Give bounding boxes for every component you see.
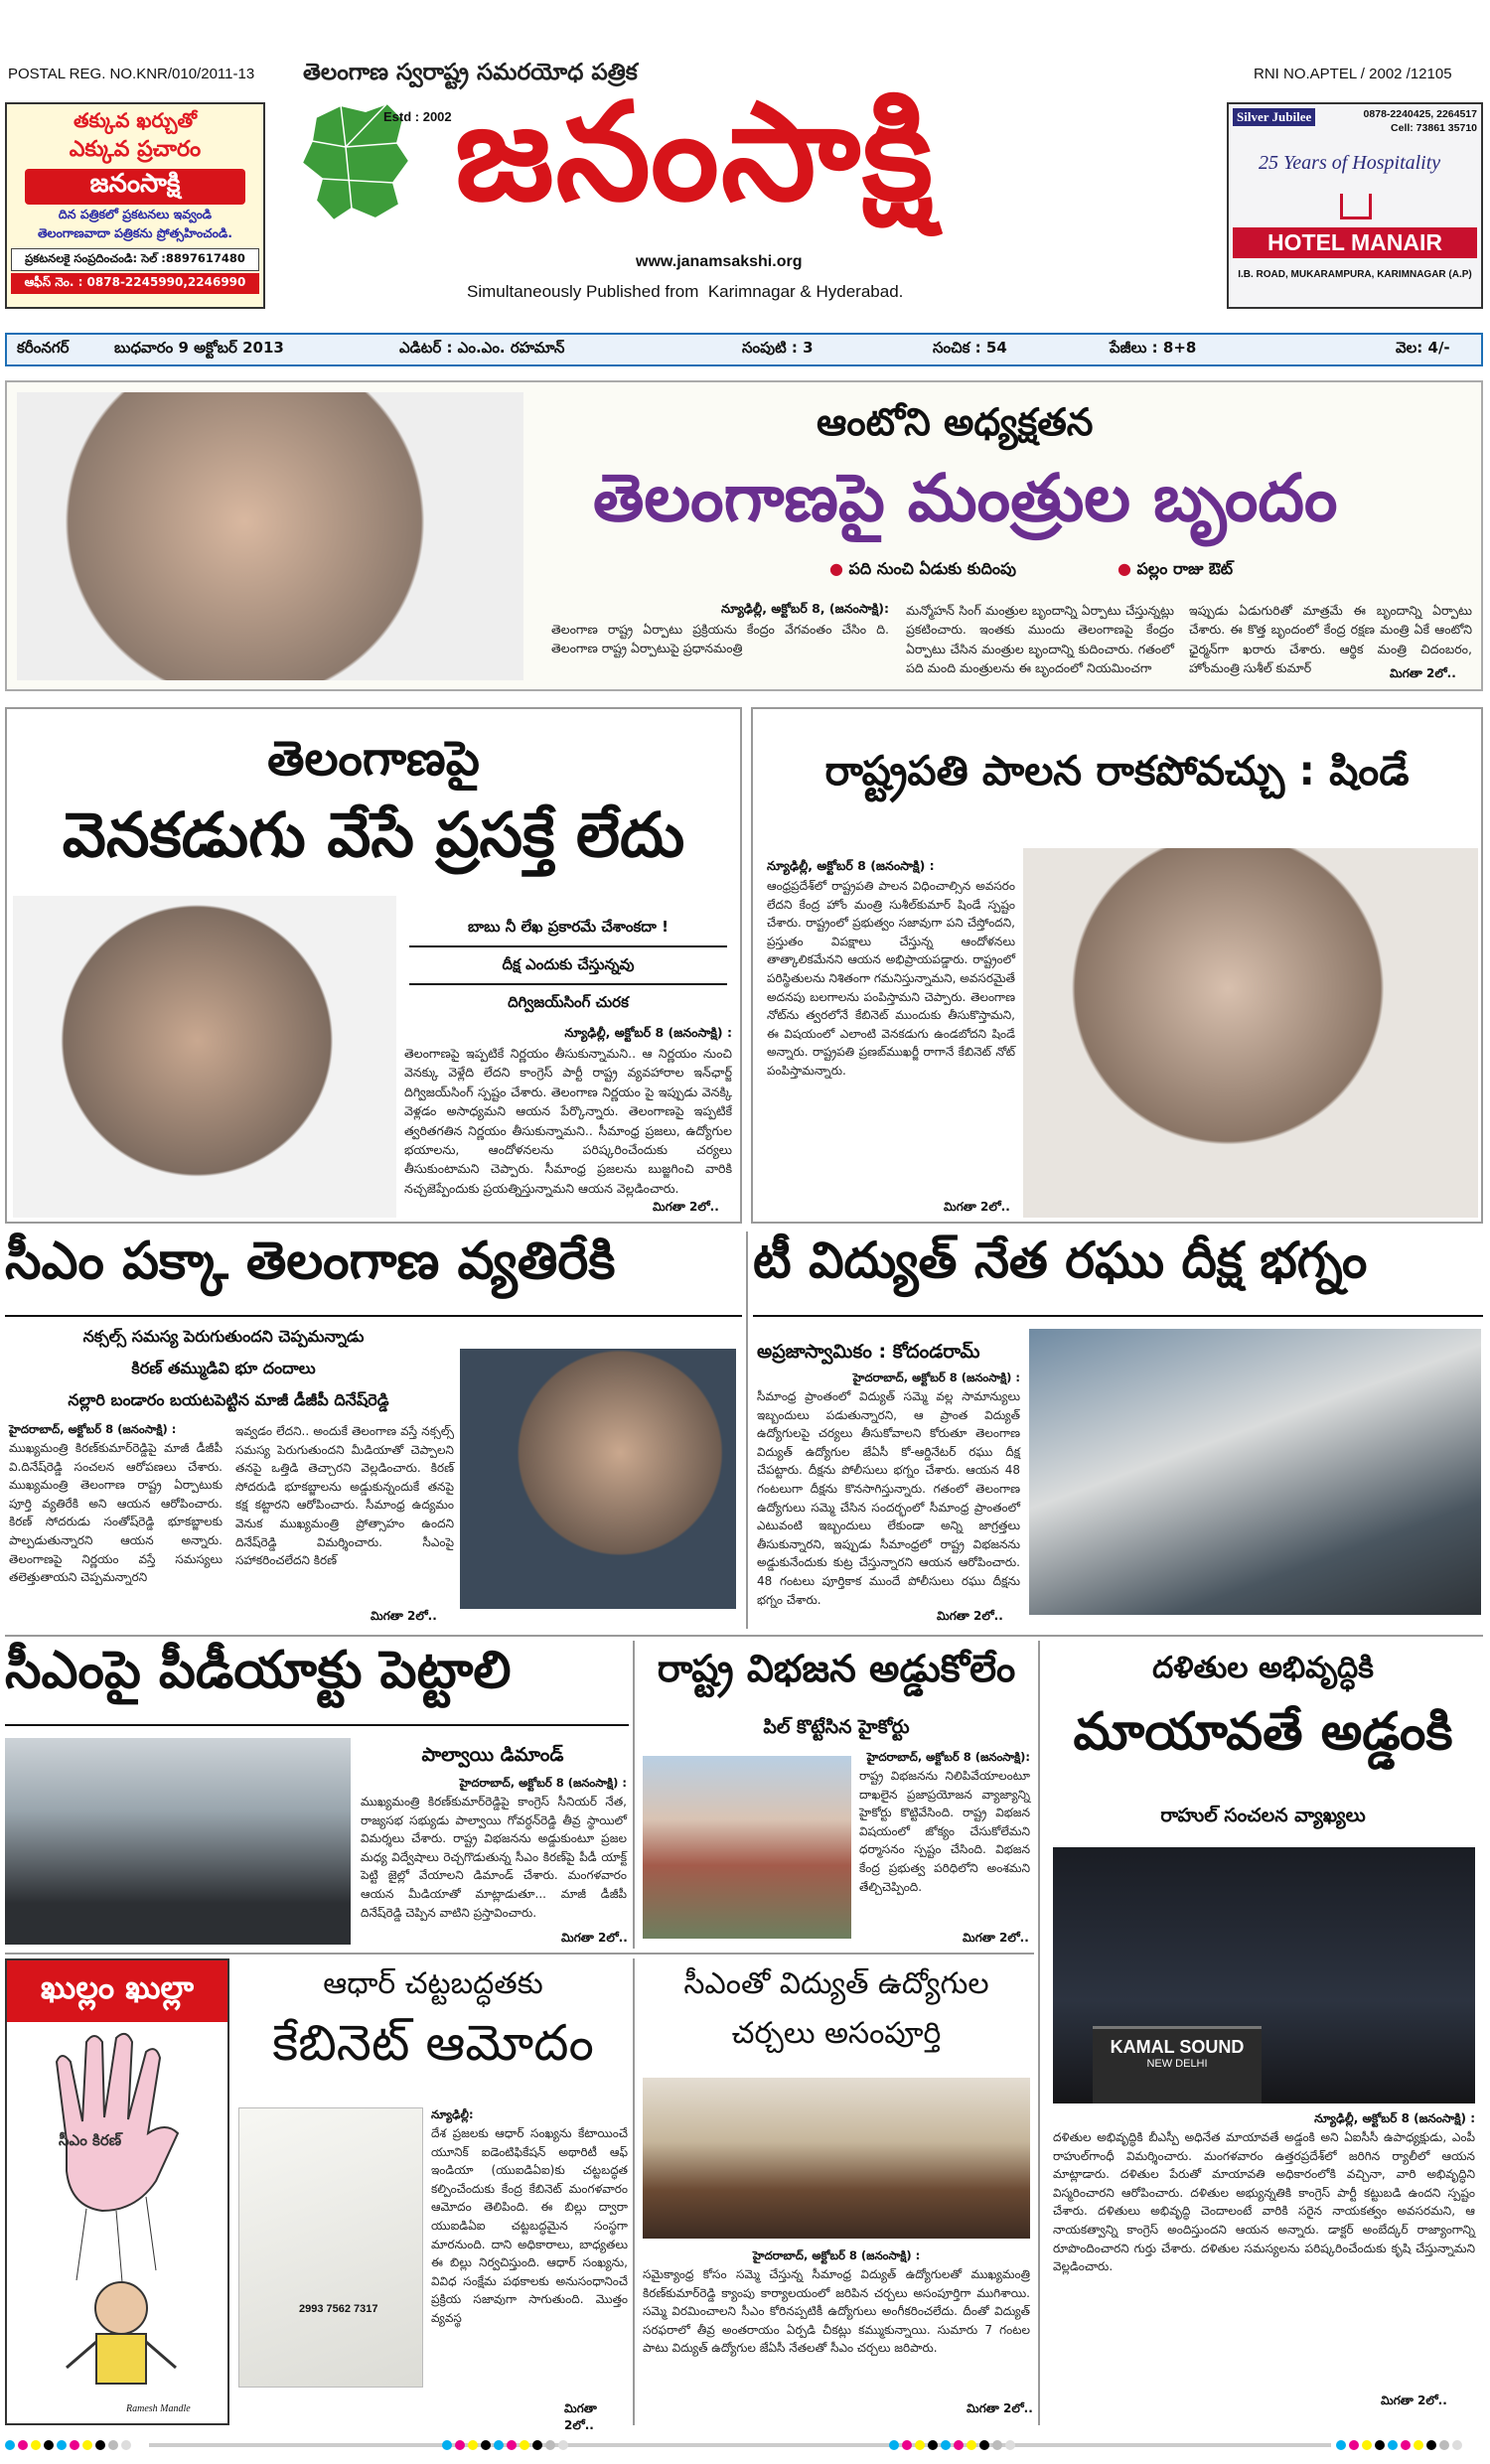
pd-act-continued: మిగతా 2లో.. [561,1931,628,1945]
digvijay-photo [13,896,396,1218]
aadhaar-card-photo [238,2107,423,2388]
registration-dot [1388,2440,1398,2450]
registration-dot [442,2440,452,2450]
raghu-byline: హైదరాబాద్, అక్టోబర్ 8 (జనంసాక్షి) : [852,1371,1020,1384]
cm-rule [5,1315,742,1317]
left-ad-office: ఆఫీస్ నెం. : 0878-2245990,2246990 [11,273,259,294]
hc-text: రాష్ట్ర విభజనను నిలిపివేయాలంటూ దాఖలైన ప్రజాప్రయోజన వ్యాజ్యాన్ని హైకోర్టు కొట్టివేసింది. రాష్ట్ర విభజన విషయంలో జోక్యం చేసుకోలేమని ధర్మాసనం స్పష్టం చేసింది. విభజన కేంద్ర ప్రభుత్వ పరిధిలోని అంశమని తేల్చిచెప్పింది. [859,1769,1030,1894]
digvijay-kicker: తెలంగాణపై [267,731,480,787]
shinde-text: ఆంధ్రప్రదేశ్‌లో రాష్ట్రపతి పాలన విధించాల్సిన అవసరం లేదని కేంద్ర హోం మంత్రి సుశీల్‌కుమార్ షిండే స్పష్టం చేశారు. రాష్ట్రంలో ప్రభుత్వం సజావుగా పని చేస్తోందని, ప్రస్తుతం విపక్షాలు చేస్తున్న ఆందోళనలు తాత్కాలికమేనని ఆయన అభిప్రాయపడ్డారు. రాష్ట్రంలో పరిస్థితులను నిశితంగా గమనిస్తున్నామని, అవసరమైతే అదనపు బలగాలను పంపిస్తామని చెప్పారు. తెలంగాణ నోట్‌ను త్వరలోనే కేబినెట్ ముందుకు తీసుకొస్తామని, ఈ విషయంలో ఎలాంటి వెనకడుగు ఉండబోదని షిండే అన్నారు. రాష్ట్రపతి ప్రణబ్‌ముఖర్జీ రాగానే కేబినెట్ నోట్ పంపిస్తామన్నారు. [767,879,1015,1078]
masthead-tagline: తెలంగాణ స్వరాష్ట్ర సమరయోధ పత్రిక [303,60,638,85]
registration-dot [1426,2440,1436,2450]
registration-dot [1401,2440,1411,2450]
vertical-rule-4 [633,1958,635,2425]
registration-dot [5,2440,15,2450]
right-ad-silver: Silver Jubilee [1233,108,1315,126]
estd-label: Estd : 2002 [383,109,452,124]
left-ad [5,102,265,309]
pd-act-byline: హైదరాబాద్, అక్టోబర్ 8 (జనంసాక్షి) : [459,1776,627,1790]
horizontal-rule-2 [5,1953,1034,1955]
lead-col1-text: తెలంగాణ రాష్ట్ర ఏర్పాటు ప్రక్రియను కేంద్రం వేగవంతం చేసిం ది. తెలంగాణ రాష్ట్ర ఏర్పాటుపై ప్రధానమంత్రి [551,622,889,656]
hc-story [639,1641,1034,1949]
digvijay-headline: వెనకడుగు వేసే ప్రసక్తే లేదు [62,798,685,871]
mayawati-text: దళితుల అభివృద్ధికి బీఎస్పీ అధినేత మాయావతే అడ్డంకి అని ఏఐసీసీ ఉపాధ్యక్షుడు, ఎంపీ రాహుల్‌గాంధీ విమర్శించారు. మంగళవారం ఉత్తరప్రదేశ్‌లో జరిగిన ర్యాలీలో ఆయన మాట్లాడారు. దళితుల పేరుతో మాయావతి అధికారంలోకి వచ్చినా, వారి అభివృద్ధిని విస్మరించారని ఆరోపించారు. దళితుల అభ్యున్నతికి కాంగ్రెస్ పార్టీ కట్టుబడి ఉందని స్పష్టం చేశారు. దళితులు అభివృద్ధి చెందాలంటే వారికి సరైన నాయకత్వం అవసరమని, ఆ నాయకత్వాన్ని కాంగ్రెస్ అందిస్తుందని ఆయన అన్నారు. డాక్టర్ అంబేద్కర్ రాజ్యాంగాన్ని రూపొందించారని గుర్తు చేశారు. దళితుల సమస్యలను పరిష్కరించేందుకు కృషి చేస్తున్నామని వెల్లడించారు. [1053,2130,1475,2274]
digvijay-byline: న్యూఢిల్లీ, అక్టోబర్ 8 (జనంసాక్షి) : [564,1025,732,1040]
published-from: Simultaneously Published from Karimnagar & Hyderabad. [467,282,904,301]
dateline-editor: ఎడిటర్ : ఎం.ఎం. రహమాన్ [399,339,565,357]
pd-act-text: ముఖ్యమంత్రి కిరణ్‌కుమార్‌రెడ్డిపై కాంగ్రెస్ సీనియర్ నేత, రాజ్యసభ సభ్యుడు పాల్వాయి గోవర్ధన్‌రెడ్డి తీవ్ర స్థాయిలో విమర్శలు చేశారు. రాష్ట్ర విభజనను అడ్డుకుంటూ ప్రజల మధ్య విద్వేషాలు రెచ్చగొడుతున్న సీఎం కిరణ్‌పై పీడీ యాక్ట్ పెట్టి జైల్లో వేయాలని డిమాండ్ చేశారు. మంగళవారం ఆయన మీడియాతో మాట్లాడుతూ... మాజీ డీజీపీ దినేష్‌రెడ్డి చెప్పిన వాటిని ప్రస్తావించారు. [361,1795,627,1920]
hc-continued: మిగతా 2లో.. [963,1931,1029,1945]
registration-dot [558,2440,568,2450]
digvijay-rule-1 [409,945,727,947]
raghu-headline: టీ విద్యుత్ నేత రఘు దీక్ష భగ్నం [753,1232,1368,1289]
pd-act-story [5,1641,629,1949]
cm-col-1 [9,1422,223,1608]
lead-kicker: ఆంటోని అధ్యక్షతన [817,400,1094,444]
cm-headline: సీఎం పక్కా తెలంగాణ వ్యతిరేకి [5,1232,616,1291]
lead-headline: తెలంగాణపై మంత్రుల బృందం [593,460,1338,536]
cm-byline: హైదరాబాద్, అక్టోబర్ 8 (జనంసాక్షి) : [9,1422,177,1436]
right-ad-phone1: 0878-2240425, 2264517 [1363,108,1477,120]
shinde-body [767,858,1015,1195]
cm-story [5,1232,742,1631]
registration-dot [1005,2440,1015,2450]
lead-continued: మిగతా 2లో.. [1390,666,1456,680]
puppet-hand-icon [7,2022,227,2290]
digvijay-continued: మిగతా 2లో.. [653,1200,719,1214]
right-ad [1227,102,1483,309]
registration-dot [979,2440,989,2450]
kiran-photo [460,1349,736,1609]
registration-dot [455,2440,465,2450]
raghu-sub: అప్రజాస్వామికం : కోదండరామ్ [757,1341,980,1363]
vertical-rule-1 [746,1232,748,1629]
raghu-story [753,1232,1483,1631]
mayawati-headline: మాయావతే అడ్డంకి [1073,1702,1453,1762]
digvijay-sub-2: దీక్ష ఎందుకు చేస్తున్నవు [502,955,635,973]
pd-act-rule [5,1724,629,1726]
lead-col3-text: ఇప్పుడు ఏడుగురితో మాత్రమే ఈ బృందాన్ని ఏర్పాటు చేశారు. ఈ కొత్త బృందంలో కేంద్ర రక్షణ మంత్రి ఏకే ఆంటోని ఛైర్మన్‌గా ఖరారు చేశారు. ఆర్థిక మంత్రి చిదంబరం, హోంమంత్రి సుశీల్ కుమార్ [1189,603,1472,676]
hotel-logo-icon [1340,194,1372,219]
cartoon-panel [5,1958,229,2425]
power-talks-headline-1: సీఎంతో విద్యుత్ ఉద్యోగుల [683,1966,989,2001]
rni-number: RNI NO.APTEL / 2002 /12105 [1254,66,1452,82]
website-url: www.janamsakshi.org [636,253,803,270]
hc-body [859,1750,1030,1906]
registration-dot [1375,2440,1385,2450]
registration-bar [149,2443,1331,2447]
cartoon-hand-label: సీఎం కిరణ్ [59,2131,122,2149]
mayawati-byline: న్యూఢిల్లీ, అక్టోబర్ 8 (జనంసాక్షి) : [1314,2111,1475,2125]
registration-dot [481,2440,491,2450]
newspaper-logo: జనంసాక్షి [455,74,936,231]
aadhaar-story [236,1958,630,2432]
aadhaar-headline: కేబినెట్ ఆమోదం [272,2014,594,2072]
hc-byline: హైదరాబాద్, అక్టోబర్ 8 (జనంసాక్షి): [866,1750,1030,1764]
power-talks-photo [643,2078,1030,2239]
digvijay-rule-2 [409,983,727,985]
registration-dot [954,2440,964,2450]
registration-dot [1452,2440,1462,2450]
raghu-body [757,1371,1020,1607]
power-talks-byline: హైదరాబాద్, అక్టోబర్ 8 (జనంసాక్షి) : [752,2248,921,2262]
lead-byline: న్యూఢిల్లీ, అక్టోబర్ 8, (జనంసాక్షి): [720,601,889,616]
registration-strip [0,2431,1490,2460]
mayawati-kicker: దళితుల అభివృద్ధికి [1152,1651,1374,1685]
raghu-rule [753,1315,1483,1317]
digvijay-sub-3: దిగ్విజయ్‌సింగ్ చురక [508,993,629,1011]
dateline-issue: సంచిక : 54 [933,339,1007,357]
podium [1093,2026,1262,2103]
aadhaar-card-number: 2993 7562 7317 [299,2303,378,2315]
mayawati-story [1043,1641,1483,2425]
left-ad-line4: తెలంగాణవాదా పత్రికను ప్రోత్సహించండి. [37,225,233,240]
raghu-text: సీమాంధ్ర ప్రాంతంలో విద్యుత్ సమ్మె వల్ల సామాన్యులు ఇబ్బందులు పడుతున్నారని, ఆ ప్రాంత విద్యుత్ ఉద్యోగులపై చర్యలు తీసుకోవాలని కోరుతూ తెలంగాణ విద్యుత్ ఉద్యోగుల జేఏసీ కో-ఆర్డినేటర్ రఘు దీక్ష చేపట్టారు. దీక్షను పోలీసులు భగ్నం చేశారు. ఆయన 48 గంటలుగా దీక్షను కొనసాగిస్తున్నారు. గతంలో తెలంగాణ ఉద్యోగులు సమ్మె చేసిన సందర్భంలో సీమాంధ్ర ప్రాంతంలో ఎటువంటి ఇబ్బందులు లేకుండా అన్ని జాగ్రత్తలు తీసుకున్నారని, ఇప్పుడు సీమాంధ్రలో రాష్ట్ర విభజనను అడ్డుకునేందుకు కుట్ర చేస్తున్నారని ఆయన ఆరోపించారు. 48 గంటలు పూర్తికాక ముందే పోలీసులు రఘు దీక్షను భగ్నం చేశారు. [757,1389,1020,1607]
registration-dot [57,2440,67,2450]
dateline-volume: సంపుటి : 3 [742,339,814,357]
shinde-byline: న్యూఢిల్లీ, అక్టోబర్ 8 (జనంసాక్షి) : [767,858,935,873]
registration-dot [31,2440,41,2450]
bullet-dot-icon: ● [829,559,843,578]
lead-col2-text: మన్మోహన్ సింగ్ మంత్రుల బృందాన్ని ఏర్పాటు చేస్తున్నట్లు ప్రకటించారు. ఇంతకు ముందు తెలంగాణపై కేంద్రం ఏర్పాటు చేసిన మంత్రుల బృందాన్ని కుదించారు. గతంలో పది మంది మంత్రులను ఈ బృందంలో నియమించగా [906,603,1174,676]
podium-label-2: NEW DELHI [1146,2058,1208,2070]
antony-photo [17,392,523,680]
digvijay-sub-1: బాబు నీ లేఖ ప్రకారమే చేశాంకదా ! [468,918,669,936]
registration-dot [18,2440,28,2450]
power-talks-body [643,2248,1030,2396]
registration-dot [992,2440,1002,2450]
left-ad-line3: దిన పత్రికలో ప్రకటనలు ఇవ్వండి [58,207,213,221]
right-ad-hotel: HOTEL MANAIR [1233,227,1477,258]
registration-dot [1414,2440,1423,2450]
power-talks-text: సమైక్యాంధ్ర కోసం సమ్మె చేస్తున్న సీమాంధ్ర విద్యుత్ ఉద్యోగులతో ముఖ్యమంత్రి కిరణ్‌కుమార్‌రెడ్డి క్యాంపు కార్యాలయంలో జరిపిన చర్చలు అసంపూర్తిగా ముగిశాయి. సమ్మె విరమించాలని సీఎం కోరినప్పటికీ ఉద్యోగులు అంగీకరించలేదు. దీంతో విద్యుత్ సరఫరాలో తీవ్ర అంతరాయం ఏర్పడి చీకట్లు కమ్ముకున్నాయి. సుమారు 7 గంటల పాటు విద్యుత్ ఉద్యోగుల జేఏసీ నేతలతో సీఎం చర్చలు జరిపారు. [643,2267,1030,2356]
left-ad-brand: జనంసాక్షి [25,169,245,205]
palvai-photo [5,1738,351,1945]
registration-dot [44,2440,54,2450]
cm-sub-3: నల్లారి బండారం బయటపెట్టిన మాజీ డీజీపీ దినేష్‌రెడ్డి [68,1390,389,1409]
aadhaar-kicker: ఆధార్ చట్టబద్ధతకు [323,1966,543,2001]
registration-dot [1362,2440,1372,2450]
registration-dot [494,2440,504,2450]
registration-dot [95,2440,105,2450]
registration-dot [928,2440,938,2450]
cm-sub-1: నక్సల్స్ సమస్య పెరుగుతుందని చెప్పమన్నాడు [82,1327,365,1346]
bullet-dot-icon: ● [1118,559,1131,578]
left-ad-contact: ప్రకటనలకై సంప్రదించండి: సెల్ :8897617480 [11,248,259,271]
postal-reg: POSTAL REG. NO.KNR/010/2011-13 [8,66,255,82]
shinde-headline: రాష్ట్రపతి పాలన రాకపోవచ్చు : షిండే [824,747,1410,795]
mayawati-body [1053,2111,1475,2389]
cm-continued: మిగతా 2లో.. [371,1609,437,1623]
digvijay-body [404,1025,732,1195]
lead-bullet-2 [1118,559,1233,582]
shinde-photo [1023,848,1478,1218]
raghu-continued: మిగతా 2లో.. [937,1609,1003,1623]
power-talks-continued: మిగతా 2లో.. [967,2401,1033,2415]
cartoon-signature: Ramesh Mandle [126,2403,191,2414]
rahul-photo [1053,1847,1475,2103]
shinde-continued: మిగతా 2లో.. [944,1200,1010,1214]
vertical-rule-3 [1038,1641,1040,2425]
hc-sub: పిల్ కొట్టేసిన హైకోర్టు [763,1716,910,1738]
cm-col1-text: ముఖ్యమంత్రి కిరణ్‌కుమార్‌రెడ్డిపై మాజీ డీజీపీ వి.దినేష్‌రెడ్డి సంచలన ఆరోపణలు చేశారు. ముఖ్యమంత్రి తెలంగాణ రాష్ట్ర ఏర్పాటుకు పూర్తి వ్యతిరేకి అని ఆయన ఆరోపించారు. కిరణ్ సోదరుడు సంతోష్‌రెడ్డి భూకబ్జాలకు పాల్పడుతున్నారని ఆయన అన్నారు. తెలంగాణపై నిర్ణయం వస్తే సమస్యలు తలెత్తుతాయని చెప్పమన్నారని [9,1441,223,1585]
left-ad-line2: ఎక్కువ ప్రచారం [69,137,202,162]
registration-dot [532,2440,542,2450]
registration-dot [1336,2440,1346,2450]
vertical-rule-2 [633,1641,635,1949]
registration-dot [902,2440,912,2450]
registration-dot [1439,2440,1449,2450]
left-ad-line1: తక్కువ ఖర్చుతో [73,108,198,132]
registration-dot [70,2440,79,2450]
dateline-place: కరీంనగర్ [17,339,70,357]
cartoon-title: ఖుల్లం ఖుల్లా [7,1960,227,2022]
aadhaar-continued: మిగతా 2లో.. [564,2401,597,2432]
digvijay-text: తెలంగాణపై ఇప్పటికే నిర్ణయం తీసుకున్నామని.. ఆ నిర్ణయం నుంచి వెనక్కు వెళ్లేది లేదని కాంగ్రెస్ పార్టీ రాష్ట్ర వ్యవహారాల ఇన్‌ఛార్జ్ దిగ్విజయ్‌సింగ్ స్పష్టం చేశారు. తెలంగాణ నిర్ణయం పై ఇప్పుడు వెనక్కి వెళ్లడం అసాధ్యమని ఆయన పేర్కొన్నారు. తెలంగాణపై ఇప్పటికే త్వరితగతిన నిర్ణయం తీసుకున్నామని.. సీమాంధ్ర ప్రజలు, ఉద్యోగుల భయాలను, ఆందోళనలను పరిష్కరించేందుకు చర్యలు తీసుకుంటామని చెప్పారు. సీమాంధ్ర ప్రజలను బుజ్జగించి వారికి నచ్చజెప్పేందుకు ప్రయత్నిస్తున్నామని ఆయన వెల్లడించారు. [404,1046,732,1196]
registration-dot [941,2440,951,2450]
lead-column-1 [551,601,889,658]
pd-act-body [361,1776,627,1920]
high-court-photo [643,1756,851,1939]
registration-dot [915,2440,925,2450]
right-ad-years: 25 Years of Hospitality [1259,152,1441,174]
dateline-bar [5,333,1483,366]
lead-story [5,380,1483,691]
cm-col2-text: ఇవ్వడం లేదని.. అందుకే తెలంగాణ వస్తే నక్సల్స్ సమస్య పెరుగుతుందని మీడియాతో చెప్పాలని తనపై ఒత్తిడి తెచ్చారని వెల్లడించారు. కిరణ్ సోదరుడి భూకబ్జాలను అడ్డుకున్నందుకే తనపై కక్ష కట్టారని ఆరోపించారు. సీమాంధ్ర ఉద్యమం వెనుక ముఖ్యమంత్రి ప్రోత్సాహం ఉందని దినేష్‌రెడ్డి విమర్శించారు. సీఎంపై సహాకరించలేదని కిరణ్ [235,1424,454,1568]
registration-dot [889,2440,899,2450]
aadhaar-body [431,2107,628,2389]
registration-marks-icon [0,2431,1490,2460]
hc-headline: రాష్ట్ర విభజన అడ్డుకోలేం [657,1647,1016,1690]
mayawati-continued: మిగతా 2లో.. [1381,2393,1447,2407]
registration-dot [507,2440,517,2450]
registration-dot [545,2440,555,2450]
pd-act-headline: సీఎంపై పీడీయాక్టు పెట్టాలి [5,1641,512,1700]
registration-dot [121,2440,131,2450]
podium-label-1: KAMAL SOUND [1110,2037,1245,2057]
horizontal-rule-1 [5,1635,1483,1637]
power-talks-story [639,1958,1034,2425]
aadhaar-byline: న్యూఢిల్లీ: [431,2107,474,2121]
registration-dot [967,2440,976,2450]
cm-sub-2: కిరణ్ తమ్ముడివి భూ దందాలు [131,1359,316,1377]
dateline-price: వెల: 4/- [1396,339,1450,357]
registration-dot [82,2440,92,2450]
registration-dot [468,2440,478,2450]
aadhaar-text: దేశ ప్రజలకు ఆధార్ సంఖ్యను కేటాయించే యూనిక్ ఐడెంటిఫికేషన్ అథారిటీ ఆఫ్ ఇండియా (యుఐడిఏఐ)కు చట్టబద్ధత కల్పించేందుకు కేంద్ర కేబినెట్ మంగళవారం ఆమోదం తెలిపింది. ఈ బిల్లు ద్వారా యుఐడిఏఐ చట్టబద్ధమైన సంస్థగా మారనుంది. దాని అధికారాలు, బాధ్యతలు ఈ బిల్లు నిర్వచిస్తుంది. ఆధార్ సంఖ్యను, వివిధ సంక్షేమ పథకాలకు అనుసంధానించే ప్రక్రియ సజావుగా సాగుతుంది. మొత్తం వ్యవస్థ [431,2126,628,2325]
dateline-date: బుధవారం 9 అక్టోబర్ 2013 [114,339,284,357]
registration-dot [108,2440,118,2450]
right-ad-phone2: Cell: 73861 35710 [1391,122,1477,134]
registration-dot [520,2440,529,2450]
lead-bullet-2-text: పల్లం రాజు ఔట్ [1136,559,1234,578]
power-talks-headline-2: చర్చలు అసంపూర్తి [731,2016,942,2051]
dateline-pages: పేజీలు : 8+8 [1110,339,1197,357]
pd-act-sub: పాల్వాయి డిమాండ్ [421,1744,564,1766]
lead-bullet-1 [829,559,1016,582]
digvijay-story [5,707,742,1224]
raghu-photo [1029,1329,1481,1615]
shinde-story [751,707,1483,1224]
puppet-figure-icon [47,2278,196,2397]
lead-bullet-1-text: పది నుంచి ఏడుకు కుదింపు [848,559,1016,578]
right-ad-address: I.B. ROAD, MUKARAMPURA, KARIMNAGAR (A.P) [1238,269,1472,280]
mayawati-sub: రాహుల్ సంచలన వ్యాఖ్యలు [1160,1805,1366,1826]
registration-dot [1349,2440,1359,2450]
